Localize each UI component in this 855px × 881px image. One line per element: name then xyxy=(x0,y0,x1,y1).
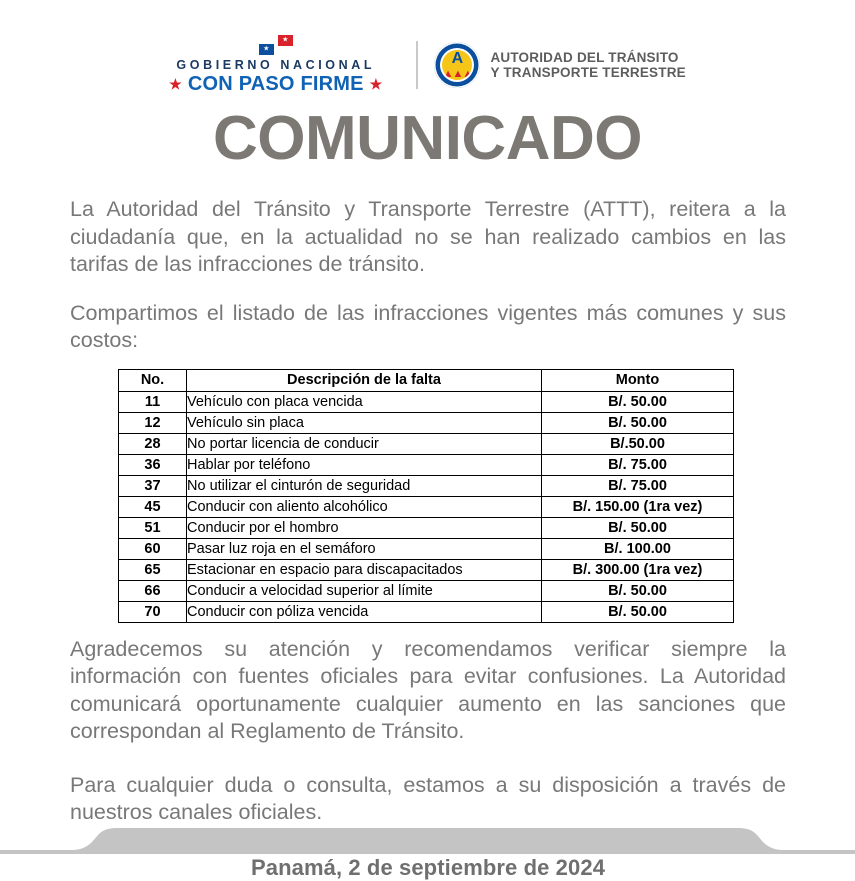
table-row xyxy=(119,580,734,601)
cell-no: 45 xyxy=(119,496,187,517)
government-logo xyxy=(169,35,400,96)
footer-banner-path xyxy=(0,828,855,854)
government-line-1: GOBIERNO NACIONAL xyxy=(176,57,376,72)
star-left-icon: ★ xyxy=(169,76,182,92)
table-row xyxy=(119,454,734,475)
cell-desc: Conducir por el hombro xyxy=(187,517,542,538)
cell-no: 70 xyxy=(119,601,187,622)
government-slogan: CON PASO FIRME xyxy=(187,72,364,95)
cell-no: 36 xyxy=(119,454,187,475)
column-header-desc: Descripción de la falta xyxy=(187,369,542,391)
table-row xyxy=(119,412,734,433)
table-row xyxy=(119,475,734,496)
cell-desc: No utilizar el cinturón de seguridad xyxy=(187,475,542,496)
attt-seal-icon xyxy=(434,42,480,88)
cell-monto: B/. 75.00 xyxy=(542,475,734,496)
agency-logo xyxy=(434,42,685,88)
cell-monto: B/. 50.00 xyxy=(542,391,734,412)
fines-table xyxy=(118,369,734,623)
table-header-row xyxy=(119,369,734,391)
cell-monto: B/. 100.00 xyxy=(542,538,734,559)
cell-no: 37 xyxy=(119,475,187,496)
logo-divider xyxy=(416,41,418,89)
paragraph-contact: Para cualquier duda o consulta, estamos a su disposición a través de nuestros canales oficiales. xyxy=(70,772,786,824)
cell-desc: Conducir con aliento alcohólico xyxy=(187,496,542,517)
cell-desc: Conducir con póliza vencida xyxy=(187,601,542,622)
table-row xyxy=(119,517,734,538)
table-row xyxy=(119,433,734,454)
cell-monto: B/. 50.00 xyxy=(542,580,734,601)
cell-desc: Estacionar en espacio para discapacitados xyxy=(187,559,542,580)
flag-quadrant-red xyxy=(278,35,293,46)
flag-quadrant-blue xyxy=(259,44,274,55)
cell-desc: Pasar luz roja en el semáforo xyxy=(187,538,542,559)
flag-star-blue: ★ xyxy=(263,45,270,53)
cell-monto: B/. 50.00 xyxy=(542,412,734,433)
cell-monto: B/. 50.00 xyxy=(542,517,734,538)
table-row xyxy=(119,559,734,580)
column-header-no: No. xyxy=(119,369,187,391)
page-title: COMUNICADO xyxy=(213,104,642,173)
cell-monto: B/. 300.00 (1ra vez) xyxy=(542,559,734,580)
table-row xyxy=(119,496,734,517)
seal-core xyxy=(442,50,472,80)
header-logos xyxy=(0,30,855,100)
cell-no: 28 xyxy=(119,433,187,454)
table-row xyxy=(119,538,734,559)
seal-letter: A xyxy=(451,50,464,67)
cell-monto: B/. 150.00 (1ra vez) xyxy=(542,496,734,517)
document-body xyxy=(70,196,786,881)
cell-no: 66 xyxy=(119,580,187,601)
paragraph-closing: Agradecemos su atención y recomendamos verificar siempre la información con fuentes oficiales para evitar confusiones. La Autoridad comunicará oportunamente cualquier aumento en las sanciones que correspondan al Reglamento de Tránsito. xyxy=(70,636,786,743)
seal-flames-icon: ▲▲▲ xyxy=(442,68,473,80)
cell-no: 60 xyxy=(119,538,187,559)
cell-monto: B/. 75.00 xyxy=(542,454,734,475)
cell-desc: Conducir a velocidad superior al límite xyxy=(187,580,542,601)
cell-monto: B/. 50.00 xyxy=(542,601,734,622)
flag-star-red: ★ xyxy=(282,36,289,44)
star-right-icon: ★ xyxy=(369,76,383,92)
date-line: Panamá, 2 de septiembre de 2024 xyxy=(250,854,606,880)
cell-desc: Hablar por teléfono xyxy=(187,454,542,475)
fines-table-body xyxy=(119,391,734,622)
table-row xyxy=(119,391,734,412)
panama-flag-icon xyxy=(259,35,293,55)
cell-monto: B/.50.00 xyxy=(542,433,734,454)
paragraph-list-lead: Compartimos el listado de las infracciones vigentes más comunes y sus costos: xyxy=(70,300,786,352)
cell-desc: No portar licencia de conducir xyxy=(187,433,542,454)
paragraph-intro: La Autoridad del Tránsito y Transporte Terrestre (ATTT), reitera a la ciudadanía que, en la actualidad no se han realizado cambios en las tarifas de las infracciones de tránsito. xyxy=(70,197,786,276)
footer-banner-shape xyxy=(0,820,855,854)
cell-no: 11 xyxy=(119,391,187,412)
government-line-2 xyxy=(169,73,382,96)
table-row xyxy=(119,601,734,622)
agency-name-line-2: Y TRANSPORTE TERRESTRE xyxy=(490,65,686,80)
cell-desc: Vehículo sin placa xyxy=(187,412,542,433)
cell-no: 65 xyxy=(119,559,187,580)
cell-no: 51 xyxy=(119,517,187,538)
agency-name xyxy=(490,50,685,81)
agency-name-line-1: AUTORIDAD DEL TRÁNSITO xyxy=(490,49,679,65)
cell-desc: Vehículo con placa vencida xyxy=(187,391,542,412)
fines-table-container xyxy=(118,369,733,623)
cell-no: 12 xyxy=(119,412,187,433)
column-header-monto: Monto xyxy=(542,369,734,391)
